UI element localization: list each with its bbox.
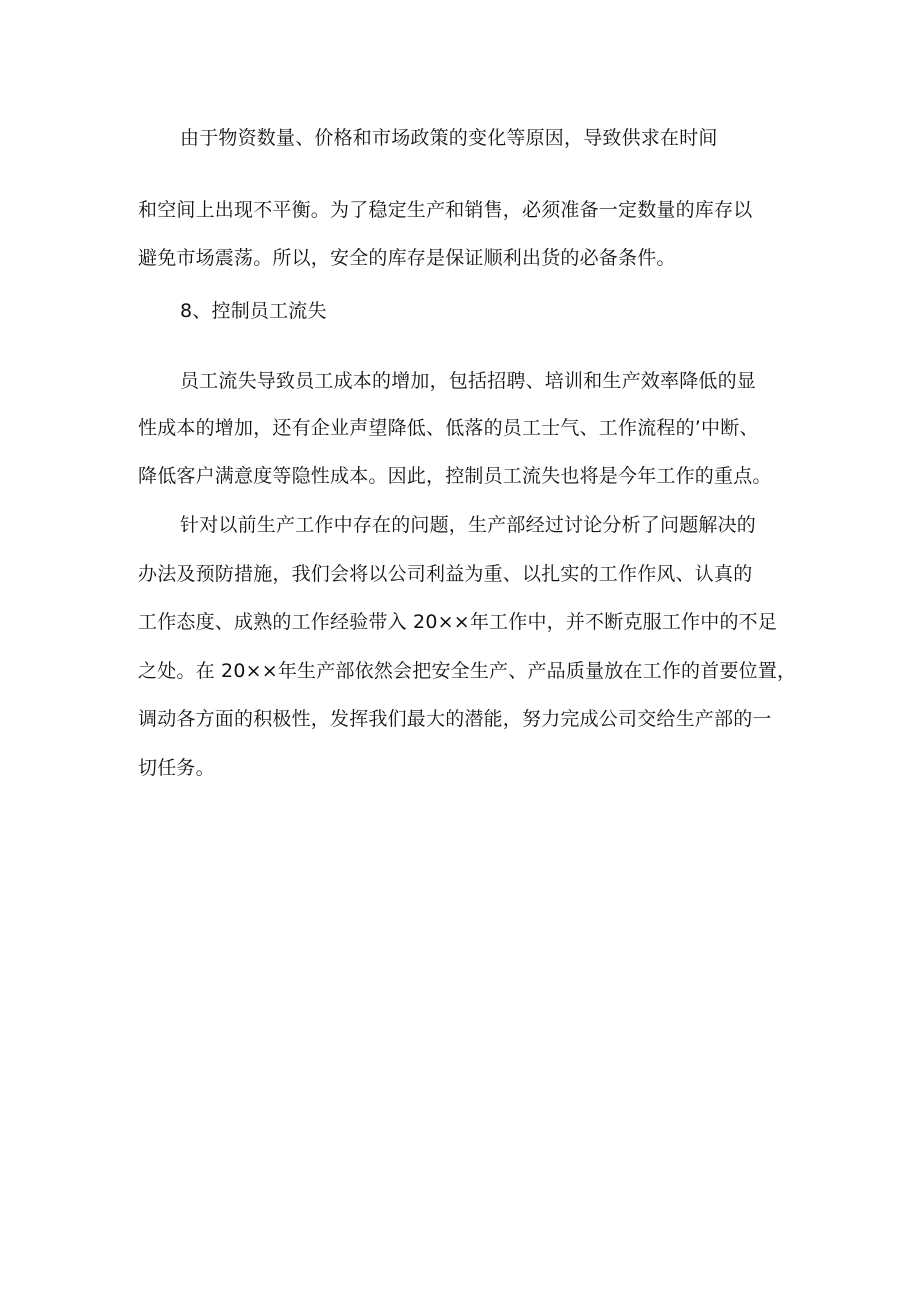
paragraph-3-line-1: 针对以前生产工作中存在的问题，生产部经过讨论分析了问题解决的 xyxy=(180,514,757,536)
paragraph-2-line-3: 降低客户满意度等隐性成本。因此，控制员工流失也将是今年工作的重点。 xyxy=(138,465,772,487)
paragraph-3-line-2: 办法及预防措施，我们会将以公司利益为重、以扎实的工作作风、认真的 xyxy=(138,563,753,585)
paragraph-1-line-1: 由于物资数量、价格和市场政策的变化等原因，导致供求在时间 xyxy=(180,127,718,149)
paragraph-1-line-3: 避免市场震荡。所以，安全的库存是保证顺利出货的必备条件。 xyxy=(138,247,676,269)
section-heading: 8、控制员工流失 xyxy=(180,300,327,322)
paragraph-3-line-5: 调动各方面的积极性，发挥我们最大的潜能，努力完成公司交给生产部的一 xyxy=(138,708,772,730)
paragraph-3-line-6: 切任务。 xyxy=(138,757,215,779)
paragraph-2-line-1: 员工流失导致员工成本的增加，包括招聘、培训和生产效率降低的显 xyxy=(180,370,757,392)
paragraph-2-line-2: 性成本的增加，还有企业声望降低、低落的员工士气、工作流程的’中断、 xyxy=(138,417,759,439)
paragraph-3-line-4: 之处。在 20××年生产部依然会把安全生产、产品质量放在工作的首要位置， xyxy=(138,660,797,682)
paragraph-1-line-2: 和空间上出现不平衡。为了稳定生产和销售，必须准备一定数量的库存以 xyxy=(138,199,753,221)
paragraph-3-line-3: 工作态度、成熟的工作经验带入 20××年工作中，并不断克服工作中的不足 xyxy=(138,611,778,633)
